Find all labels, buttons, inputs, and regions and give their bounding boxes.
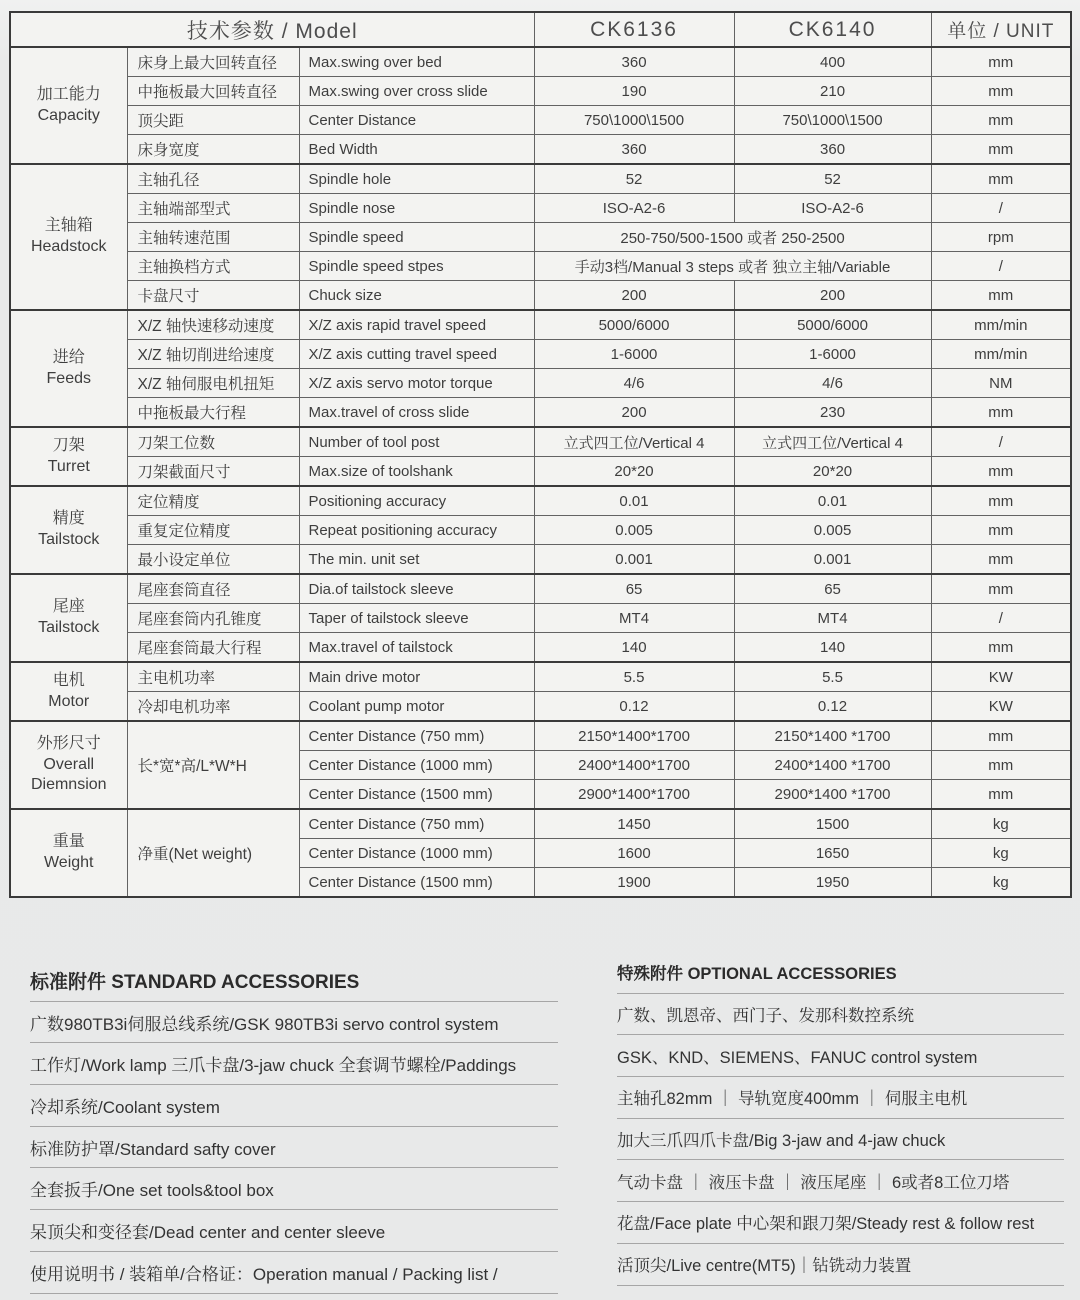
group-label-line: 电机	[52, 671, 85, 689]
value-ck6136: MT4	[534, 604, 734, 633]
standard-accessory-item: 全套扳手/One set tools&tool box	[30, 1168, 558, 1210]
spec-row	[10, 604, 1071, 633]
param-cn: 主轴转速范围	[127, 223, 299, 252]
value-ck6140: 0.005	[734, 516, 931, 545]
unit-cell: mm	[931, 486, 1071, 516]
value-ck6140: 750\1000\1500	[734, 106, 931, 135]
group-label	[10, 662, 127, 721]
param-cn: 定位精度	[127, 486, 299, 516]
param-en: Center Distance	[299, 106, 534, 135]
param-cn: 冷却电机功率	[127, 692, 299, 722]
value-ck6140: 52	[734, 164, 931, 194]
group-label	[10, 486, 127, 574]
optional-accessory-item: 加大三爪四爪卡盘/Big 3-jaw and 4-jaw chuck	[617, 1119, 1064, 1161]
param-en: Center Distance (1000 mm)	[299, 839, 534, 868]
param-cn: 床身上最大回转直径	[127, 47, 299, 77]
group-label-line: Turret	[47, 457, 90, 475]
param-cn: 主轴换档方式	[127, 252, 299, 281]
value-ck6136: 360	[534, 135, 734, 165]
group-label	[10, 427, 127, 486]
value-ck6136: 200	[534, 398, 734, 428]
unit-cell: /	[931, 252, 1071, 281]
unit-cell: mm	[931, 47, 1071, 77]
spec-row	[10, 106, 1071, 135]
group-label	[10, 574, 127, 662]
param-en: Repeat positioning accuracy	[299, 516, 534, 545]
standard-accessory-item: 使用说明书 / 装箱单/合格证：Operation manual / Packing list /	[30, 1252, 558, 1294]
param-en: Bed Width	[299, 135, 534, 165]
value-ck6136: ISO-A2-6	[534, 194, 734, 223]
standard-accessory-item: 工作灯/Work lamp 三爪卡盘/3-jaw chuck 全套调节螺栓/Paddings	[30, 1043, 558, 1085]
unit-cell: NM	[931, 369, 1071, 398]
param-en: Max.swing over bed	[299, 47, 534, 77]
value-ck6140: 1650	[734, 839, 931, 868]
unit-cell: mm	[931, 574, 1071, 604]
optional-accessories-title: 特殊附件 OPTIONAL ACCESSORIES	[617, 952, 1064, 994]
spec-table-header-row	[10, 12, 1071, 47]
value-ck6136: 190	[534, 77, 734, 106]
param-cn: 刀架截面尺寸	[127, 457, 299, 487]
group-label-line: Headstock	[30, 238, 107, 255]
group-label-line: Tailstock	[38, 619, 100, 636]
param-en: Coolant pump motor	[299, 692, 534, 722]
unit-cell: mm/min	[931, 310, 1071, 340]
value-ck6136: 1900	[534, 868, 734, 898]
spec-row	[10, 545, 1071, 575]
unit-cell: mm/min	[931, 340, 1071, 369]
spec-row	[10, 281, 1071, 311]
unit-cell: mm	[931, 457, 1071, 487]
optional-accessory-item: 广数、凯恩帝、西门子、发那科数控系统	[617, 994, 1064, 1036]
value-ck6140: 400	[734, 47, 931, 77]
param-cn: 净重(Net weight)	[127, 809, 299, 897]
group-label-line: Diemnsion	[30, 776, 107, 794]
spec-row	[10, 223, 1071, 252]
unit-cell: kg	[931, 839, 1071, 868]
value-ck6140: 230	[734, 398, 931, 428]
param-en: Max.size of toolshank	[299, 457, 534, 487]
unit-cell: /	[931, 427, 1071, 457]
value-ck6136: 立式四工位/Vertical 4	[534, 427, 734, 457]
value-ck6140: 210	[734, 77, 931, 106]
value-ck6140: 1950	[734, 868, 931, 898]
unit-cell: mm	[931, 545, 1071, 575]
unit-cell: mm	[931, 633, 1071, 663]
group-label	[10, 310, 127, 427]
value-ck6140: 5000/6000	[734, 310, 931, 340]
group-label	[10, 164, 127, 310]
param-en: X/Z axis servo motor torque	[299, 369, 534, 398]
spec-row	[10, 692, 1071, 722]
unit-cell: mm	[931, 281, 1071, 311]
optional-accessory-item: 花盘/Face plate 中心架和跟刀架/Steady rest & follow rest	[617, 1202, 1064, 1244]
value-ck6140: 0.12	[734, 692, 931, 722]
spec-row	[10, 486, 1071, 516]
unit-cell: mm	[931, 106, 1071, 135]
standard-accessories-title: 标准附件 STANDARD ACCESSORIES	[30, 960, 558, 1002]
spec-row	[10, 369, 1071, 398]
spec-row	[10, 398, 1071, 428]
value-ck6140: 1500	[734, 809, 931, 839]
param-cn: 中拖板最大行程	[127, 398, 299, 428]
param-en: Spindle nose	[299, 194, 534, 223]
param-cn: 顶尖距	[127, 106, 299, 135]
spec-row	[10, 340, 1071, 369]
param-cn: 最小设定单位	[127, 545, 299, 575]
value-ck6136: 0.01	[534, 486, 734, 516]
optional-accessory-item: GSK、KND、SIEMENS、FANUC control system	[617, 1035, 1064, 1077]
value-merged: 手动3档/Manual 3 steps 或者 独立主轴/Variable	[534, 252, 931, 281]
spec-row	[10, 721, 1071, 751]
standard-accessory-item: 广数980TB3i伺服总线系统/GSK 980TB3i servo control system	[30, 1002, 558, 1044]
group-label-line: 精度	[52, 510, 85, 528]
param-cn: 尾座套筒直径	[127, 574, 299, 604]
param-en: Spindle hole	[299, 164, 534, 194]
unit-cell: mm	[931, 516, 1071, 545]
param-cn: 主轴孔径	[127, 164, 299, 194]
param-cn: 主轴端部型式	[127, 194, 299, 223]
value-ck6140: 200	[734, 281, 931, 311]
spec-row	[10, 310, 1071, 340]
unit-cell: kg	[931, 809, 1071, 839]
unit-cell: /	[931, 604, 1071, 633]
value-ck6136: 20*20	[534, 457, 734, 487]
value-ck6136: 0.001	[534, 545, 734, 575]
param-en: Center Distance (1500 mm)	[299, 780, 534, 810]
unit-cell: mm	[931, 398, 1071, 428]
standard-accessories-section	[30, 960, 558, 1294]
param-cn: 长*宽*高/L*W*H	[127, 721, 299, 809]
spec-row	[10, 47, 1071, 77]
param-en: Number of tool post	[299, 427, 534, 457]
param-cn: 重复定位精度	[127, 516, 299, 545]
param-en: X/Z axis rapid travel speed	[299, 310, 534, 340]
value-ck6140: 360	[734, 135, 931, 165]
param-en: Spindle speed	[299, 223, 534, 252]
group-label-line: Motor	[48, 692, 90, 710]
unit-cell: /	[931, 194, 1071, 223]
header-model-ck6136: CK6136	[534, 12, 734, 47]
value-ck6136: 52	[534, 164, 734, 194]
unit-cell: rpm	[931, 223, 1071, 252]
param-en: Center Distance (750 mm)	[299, 809, 534, 839]
value-ck6140: 0.001	[734, 545, 931, 575]
optional-accessory-item: 气动卡盘 ｜ 液压卡盘 ｜ 液压尾座 ｜ 6或者8工位刀塔	[617, 1160, 1064, 1202]
unit-cell: mm	[931, 721, 1071, 751]
optional-accessories-section	[617, 952, 1064, 1286]
param-en: Spindle speed stpes	[299, 252, 534, 281]
value-ck6136: 2400*1400*1700	[534, 751, 734, 780]
param-cn: X/Z 轴切削进给速度	[127, 340, 299, 369]
spec-row	[10, 194, 1071, 223]
param-en: Main drive motor	[299, 662, 534, 692]
spec-row	[10, 457, 1071, 487]
group-label-line: 进给	[52, 348, 85, 366]
value-ck6136: 140	[534, 633, 734, 663]
unit-cell: mm	[931, 780, 1071, 810]
value-ck6140: ISO-A2-6	[734, 194, 931, 223]
optional-accessory-item: 活顶尖/Live centre(MT5)｜钻铣动力装置	[617, 1244, 1064, 1286]
group-label-line: 加工能力	[36, 85, 101, 103]
spec-row	[10, 164, 1071, 194]
spec-row	[10, 809, 1071, 839]
value-ck6136: 750\1000\1500	[534, 106, 734, 135]
value-ck6140: 2400*1400 *1700	[734, 751, 931, 780]
param-cn: 卡盘尺寸	[127, 281, 299, 311]
value-ck6136: 2150*1400*1700	[534, 721, 734, 751]
group-label-line: 尾座	[52, 598, 85, 616]
value-merged: 250-750/500-1500 或者 250-2500	[534, 223, 931, 252]
param-en: Positioning accuracy	[299, 486, 534, 516]
value-ck6136: 0.12	[534, 692, 734, 722]
spec-row	[10, 516, 1071, 545]
value-ck6136: 0.005	[534, 516, 734, 545]
param-en: Dia.of tailstock sleeve	[299, 574, 534, 604]
header-model-ck6140: CK6140	[734, 12, 931, 47]
group-label-line: 主轴箱	[44, 217, 93, 235]
param-en: The min. unit set	[299, 545, 534, 575]
param-cn: 尾座套筒内孔锥度	[127, 604, 299, 633]
group-label-line: Weight	[43, 854, 94, 871]
value-ck6140: MT4	[734, 604, 931, 633]
param-cn: 床身宽度	[127, 135, 299, 165]
value-ck6140: 140	[734, 633, 931, 663]
group-label	[10, 809, 127, 897]
value-ck6136: 1450	[534, 809, 734, 839]
value-ck6140: 2150*1400 *1700	[734, 721, 931, 751]
value-ck6140: 2900*1400 *1700	[734, 780, 931, 810]
param-en: Taper of tailstock sleeve	[299, 604, 534, 633]
param-cn: 刀架工位数	[127, 427, 299, 457]
param-cn: 尾座套筒最大行程	[127, 633, 299, 663]
group-label-line: 刀架	[52, 436, 85, 454]
param-en: X/Z axis cutting travel speed	[299, 340, 534, 369]
param-en: Max.swing over cross slide	[299, 77, 534, 106]
value-ck6140: 65	[734, 574, 931, 604]
param-en: Center Distance (750 mm)	[299, 721, 534, 751]
value-ck6140: 立式四工位/Vertical 4	[734, 427, 931, 457]
spec-row	[10, 427, 1071, 457]
value-ck6136: 5000/6000	[534, 310, 734, 340]
group-label-line: 外形尺寸	[36, 734, 101, 752]
param-en: Chuck size	[299, 281, 534, 311]
optional-accessory-item: 主轴孔82mm ｜ 导轨宽度400mm ｜ 伺服主电机	[617, 1077, 1064, 1119]
value-ck6136: 2900*1400*1700	[534, 780, 734, 810]
value-ck6140: 20*20	[734, 457, 931, 487]
unit-cell: mm	[931, 135, 1071, 165]
spec-row	[10, 77, 1071, 106]
unit-cell: KW	[931, 662, 1071, 692]
group-label	[10, 47, 127, 164]
unit-cell: mm	[931, 751, 1071, 780]
param-cn: 主电机功率	[127, 662, 299, 692]
value-ck6136: 200	[534, 281, 734, 311]
standard-accessory-item: 呆顶尖和变径套/Dead center and center sleeve	[30, 1210, 558, 1252]
value-ck6136: 1600	[534, 839, 734, 868]
param-en: Center Distance (1500 mm)	[299, 868, 534, 898]
header-model-label: 技术参数 / Model	[10, 12, 534, 47]
spec-table	[9, 11, 1072, 898]
param-cn: 中拖板最大回转直径	[127, 77, 299, 106]
unit-cell: kg	[931, 868, 1071, 898]
param-cn: X/Z 轴伺服电机扭矩	[127, 369, 299, 398]
value-ck6140: 1-6000	[734, 340, 931, 369]
header-unit-label: 单位 / UNIT	[931, 12, 1071, 47]
value-ck6140: 4/6	[734, 369, 931, 398]
spec-row	[10, 662, 1071, 692]
value-ck6136: 4/6	[534, 369, 734, 398]
value-ck6136: 5.5	[534, 662, 734, 692]
unit-cell: KW	[931, 692, 1071, 722]
param-cn: X/Z 轴快速移动速度	[127, 310, 299, 340]
unit-cell: mm	[931, 77, 1071, 106]
param-en: Center Distance (1000 mm)	[299, 751, 534, 780]
group-label-line: Overall	[43, 755, 95, 773]
value-ck6136: 360	[534, 47, 734, 77]
param-en: Max.travel of cross slide	[299, 398, 534, 428]
standard-accessory-item: 标准防护罩/Standard safty cover	[30, 1127, 558, 1169]
value-ck6140: 0.01	[734, 486, 931, 516]
group-label-line: Feeds	[46, 369, 91, 387]
spec-row	[10, 135, 1071, 165]
spec-row	[10, 574, 1071, 604]
group-label-line: Tailstock	[38, 531, 100, 548]
value-ck6136: 1-6000	[534, 340, 734, 369]
value-ck6140: 5.5	[734, 662, 931, 692]
group-label-line: Capacity	[37, 106, 100, 124]
spec-row	[10, 633, 1071, 663]
group-label	[10, 721, 127, 809]
standard-accessory-item: 冷却系统/Coolant system	[30, 1085, 558, 1127]
unit-cell: mm	[931, 164, 1071, 194]
group-label-line: 重量	[52, 833, 85, 851]
spec-row	[10, 252, 1071, 281]
value-ck6136: 65	[534, 574, 734, 604]
param-en: Max.travel of tailstock	[299, 633, 534, 663]
